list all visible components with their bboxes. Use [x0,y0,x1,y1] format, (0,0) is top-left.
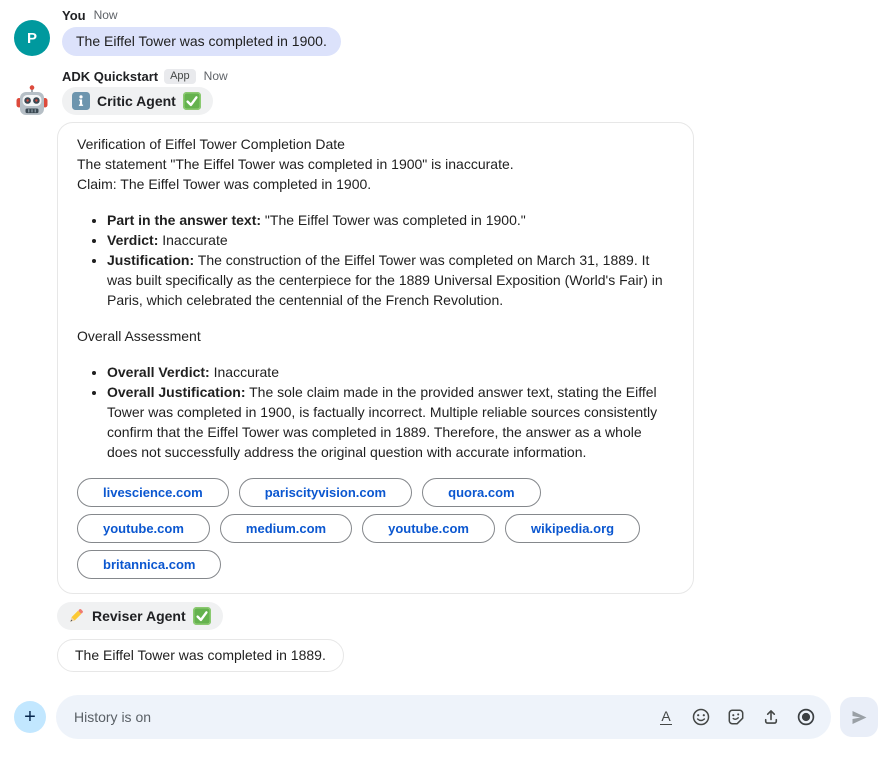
pencil-icon [67,607,85,625]
overall-bullet: • Overall Justification: The sole claim made in the provided answer text, stating the Eiffel Tower was completed in 1900, is factually incorrect. Multiple reliable sources consistently confirm that the Eiffel Tower was completed in 1889. Therefore, the answer as a whole does not successfully address the original question with accurate information. [107,382,674,462]
message-input[interactable] [72,708,646,726]
app-message-row [14,68,891,672]
source-chip[interactable]: medium.com [220,514,352,543]
card-intro-line: Claim: The Eiffel Tower was completed in 1900. [77,176,372,192]
user-message-bubble: The Eiffel Tower was completed in 1900. [62,27,341,56]
overall-assessment-title: Overall Assessment [77,328,201,344]
claim-bullet: • Part in the answer text: "The Eiffel Tower was completed in 1900." [107,210,674,230]
sticker-icon[interactable] [726,707,746,727]
source-chip[interactable]: wikipedia.org [505,514,640,543]
overall-bullet: • Overall Verdict: Inaccurate [107,362,674,382]
message-input-field[interactable] [56,695,831,739]
critic-verification-card [57,122,694,594]
app-sender-name: ADK Quickstart [62,68,159,84]
claim-bullet-list [77,210,674,310]
plus-icon[interactable]: + [14,701,46,733]
emoji-icon[interactable] [691,707,711,727]
reviser-message-bubble: The Eiffel Tower was completed in 1889. [57,639,344,672]
source-chip[interactable]: pariscityvision.com [239,478,412,507]
source-chip[interactable]: quora.com [422,478,540,507]
reviser-agent-title: Reviser Agent [92,608,186,624]
claim-bullet: • Verdict: Inaccurate [107,230,674,250]
app-message-time: Now [203,69,228,83]
reviser-agent-header [57,602,223,630]
user-avatar[interactable] [14,20,50,56]
app-badge: App [164,69,196,84]
record-icon[interactable] [796,707,816,727]
user-message-header [62,7,891,23]
source-chip[interactable]: britannica.com [77,550,221,579]
source-chip[interactable]: youtube.com [77,514,210,543]
compose-bar [14,695,878,739]
user-message-time: Now [93,8,118,22]
check-icon [193,607,211,625]
user-avatar-letter: P [26,29,37,47]
user-message-row [14,7,891,56]
claim-bullet: • Justification: The construction of the Eiffel Tower was completed on March 31, 1889. It was built specifically as the centerpiece for the 1889 Universal Exposition (World's Fair) in Paris, which celebrated the centennial of the French Revolution. [107,250,674,310]
composer-icon-group [656,707,816,727]
send-icon[interactable] [840,697,878,737]
critic-agent-title: Critic Agent [97,93,176,109]
overall-bullet-list [77,362,674,462]
card-intro-line: The statement "The Eiffel Tower was completed in 1900" is inaccurate. [77,156,514,172]
user-sender-name: You [62,7,86,23]
source-chip[interactable]: livescience.com [77,478,229,507]
source-chip-list [77,478,667,579]
source-chip[interactable]: youtube.com [362,514,495,543]
card-intro-line: Verification of Eiffel Tower Completion Date [77,136,345,152]
app-message-header [62,68,891,84]
robot-avatar-icon[interactable] [14,83,50,119]
upload-icon[interactable] [761,707,781,727]
check-icon [183,92,201,110]
format-icon[interactable]: A [661,707,671,724]
critic-agent-header [62,87,213,115]
info-icon [72,92,90,110]
